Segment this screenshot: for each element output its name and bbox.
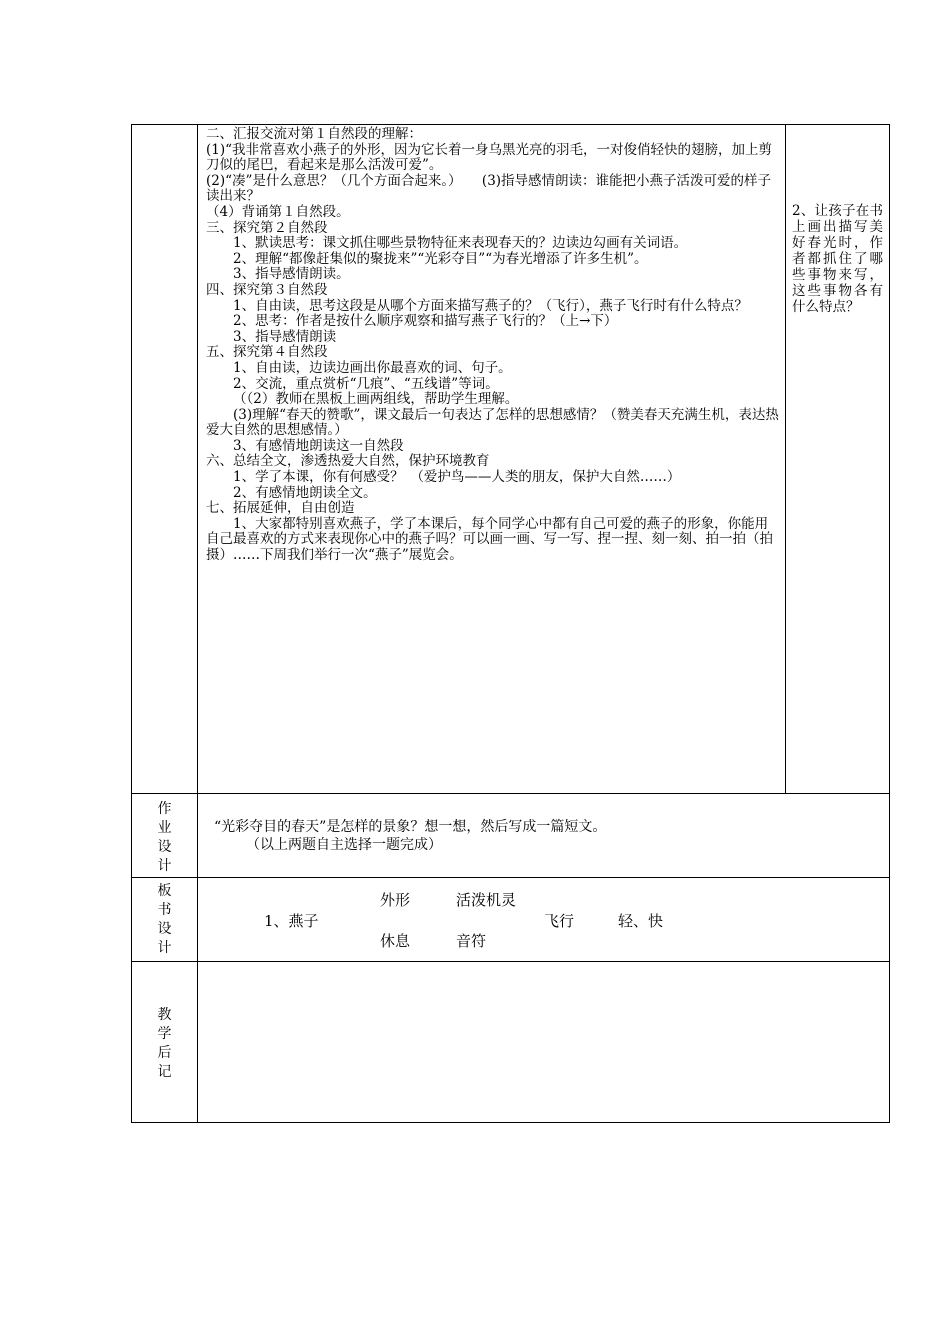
process-line: 七、拓展延伸，自由创造: [206, 500, 355, 517]
board-row: [132, 878, 890, 962]
process-line: 三、探究第２自然段: [206, 219, 328, 236]
process-line: 二、汇报交流对第１自然段的理解：: [206, 126, 422, 142]
reflection-content-cell: [198, 962, 890, 1123]
side-note: 2、让孩子在书上画出描写美好春光时，作者都抓住了哪些事物来写，这些事物各有什么特点？: [792, 203, 883, 315]
process-line: 2、思考：作者是按什么顺序观察和描写燕子飞行的？（上→下）: [233, 313, 618, 330]
reflection-label-cell: [132, 962, 198, 1123]
process-line: (2)“凑”是什么意思？（几个方面合起来。） (3)指导感情朗读：谁能把小燕子活泼可爱的样子读出来？: [206, 172, 772, 205]
process-line: 2、有感情地朗读全文。: [233, 484, 377, 501]
board-word-xiuxi: 休息: [380, 932, 411, 950]
homework-label: 作业设计: [157, 801, 172, 874]
process-line: 1、默读思考：课文抓住哪些景物特征来表现春天的？边读边勾画有关词语。: [233, 235, 688, 252]
board-title: 1、燕子: [264, 912, 319, 930]
reflection-row: [132, 962, 890, 1123]
process-line: 3、有感情地朗读这一自然段: [233, 437, 404, 454]
board-label: 板书设计: [157, 883, 172, 956]
board-design: [198, 878, 889, 960]
process-line: （4）背诵第１自然段。: [206, 203, 350, 220]
process-text: [198, 125, 785, 564]
process-line: 1、自由读，思考这段是从哪个方面来描写燕子的？（飞行），燕子飞行时有什么特点？: [233, 297, 748, 314]
process-line: 3、指导感情朗读。: [233, 266, 350, 283]
board-content-cell: [198, 878, 890, 962]
process-line: 四、探究第３自然段: [206, 281, 328, 298]
reflection-label: 教学后记: [157, 1007, 172, 1080]
process-line: 2、理解“都像赶集似的聚拢来”“光彩夺目”“为春光增添了许多生机”。: [233, 250, 648, 267]
process-line: 1、自由读，边读边画出你最喜欢的词、句子。: [233, 359, 512, 376]
process-line: 2、交流，重点赏析“几痕”、“五线谱”等词。: [233, 375, 499, 392]
board-label-cell: [132, 878, 198, 962]
homework-row: [132, 794, 890, 878]
board-word-feixing: 飞行: [544, 912, 575, 930]
process-line: 1、大家都特别喜欢燕子，学了本课后，每个同学心中都有自己可爱的燕子的形象，你能用自己最喜欢的方式来表现你心中的燕子吗？可以画一画、写一写、捏一捏、刻一刻、拍一拍（拍摄）……下周我们举行一次“燕子”展览会。: [206, 515, 773, 564]
side-note-cell: [786, 125, 890, 794]
teaching-process-row: [132, 125, 890, 794]
homework-label-cell: [132, 794, 198, 878]
process-line: 3、指导感情朗读: [233, 328, 337, 345]
homework-content-cell: [198, 794, 890, 878]
process-line: (1)“我非常喜欢小燕子的外形，因为它长着一身乌黑光亮的羽毛，一对俊俏轻快的翅膀，加上剪刀似的尾巴，看起来是那么活泼可爱”。: [206, 141, 773, 174]
homework-text: [198, 794, 889, 854]
process-content-cell: [198, 125, 786, 794]
homework-line: “光彩夺目的春天”是怎样的景象？想一想，然后写成一篇短文。: [214, 819, 607, 835]
process-label-cell: [132, 125, 198, 794]
process-line: 五、探究第４自然段: [206, 344, 328, 361]
process-line: 六、总结全文，渗透热爱大自然，保护环境教育: [206, 453, 490, 470]
board-word-waixing: 外形: [380, 891, 411, 909]
lesson-plan-table: [131, 124, 890, 1123]
board-word-qingkuai: 轻、快: [618, 912, 664, 930]
process-line: 1、学了本课，你有何感受？ （爱护鸟——人类的朋友，保护大自然……）: [233, 469, 681, 486]
process-line: (3)理解“春天的赞歌”，课文最后一句表达了怎样的思想感情？（赞美春天充满生机，表达热爱大自然的思想感情。）: [206, 406, 779, 439]
process-line: （（2）教师在黑板上画两组线，帮助学生理解。: [233, 391, 519, 408]
board-word-huopo: 活泼机灵: [456, 891, 517, 909]
homework-line: （以上两题自主选择一题完成）: [246, 837, 442, 853]
board-word-yinfu: 音符: [456, 932, 487, 950]
